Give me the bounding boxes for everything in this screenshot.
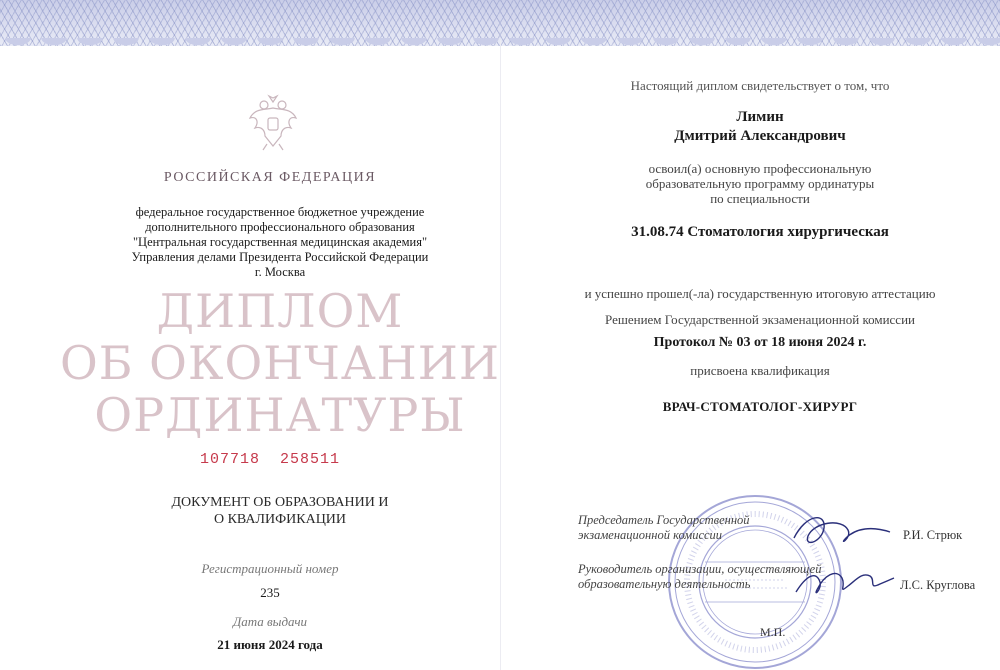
chairman-name: Р.И. Стрюк [903, 528, 963, 542]
issue-date-label: Дата выдачи [232, 614, 308, 629]
document-type [120, 494, 440, 528]
title-line: ДИПЛОМ [156, 284, 404, 338]
qualification-label: присвоена квалификация [690, 363, 830, 378]
graduate-given-names: Дмитрий Александрович [674, 128, 846, 144]
page-fold [500, 40, 501, 670]
serial-number: 107718 258511 [199, 451, 341, 468]
title-line: ОРДИНАТУРЫ [94, 388, 466, 442]
registration-label: Регистрационный номер [201, 561, 339, 576]
document-title [60, 285, 500, 441]
graduate-name [540, 108, 980, 146]
doc-type-line: О КВАЛИФИКАЦИИ [213, 512, 347, 527]
institution-line: дополнительного профессионального образования [145, 220, 415, 234]
institution-line: федеральное государственное бюджетное учреждение [135, 205, 425, 219]
certifies-text: Настоящий диплом свидетельствует о том, что [630, 78, 890, 93]
head-title [578, 562, 821, 592]
program-line: по специальности [710, 191, 810, 206]
signatory-title-line: экзаменационной комиссии [578, 528, 723, 542]
registration-number: 235 [260, 585, 280, 600]
program-line: освоил(а) основную профессиональную [648, 161, 872, 176]
country-name: РОССИЙСКАЯ ФЕДЕРАЦИЯ [163, 170, 377, 185]
attestation-text: и успешно прошел(-ла) государственную итоговую аттестацию [584, 286, 936, 301]
signatory-title-line: Председатель Государственной [578, 513, 750, 527]
graduate-surname: Лимин [736, 109, 784, 125]
program-line: образовательную программу ординатуры [645, 176, 875, 191]
signatory-title-line: Руководитель организации, осуществляющей [578, 562, 822, 576]
specialty: 31.08.74 Стоматология хирургическая [631, 224, 889, 240]
head-name: Л.С. Круглова [900, 578, 976, 592]
program-text [540, 161, 980, 206]
institution-line: г. Москва [254, 265, 306, 279]
institution-line: "Центральная государственная медицинская академия" [132, 235, 428, 249]
double-headed-eagle-emblem-icon [247, 92, 299, 152]
protocol: Протокол № 03 от 18 июня 2024 г. [653, 335, 867, 350]
doc-type-line: ДОКУМЕНТ ОБ ОБРАЗОВАНИИ И [171, 495, 389, 510]
chairman-signature-icon [786, 508, 896, 558]
head-signature-icon [790, 558, 900, 608]
issue-date: 21 июня 2024 года [217, 637, 323, 652]
qualification: ВРАЧ-СТОМАТОЛОГ-ХИРУРГ [662, 399, 858, 414]
seal-place-mark: М.П. [760, 625, 786, 639]
signatory-title-line: образовательную деятельность [578, 577, 751, 591]
title-line: ОБ ОКОНЧАНИИ [60, 336, 501, 390]
chairman-title [578, 513, 750, 543]
institution-line: Управления делами Президента Российской Федерации [131, 250, 429, 264]
commission-decision-text: Решением Государственной экзаменационной комиссии [605, 312, 915, 327]
institution-name [120, 205, 440, 280]
